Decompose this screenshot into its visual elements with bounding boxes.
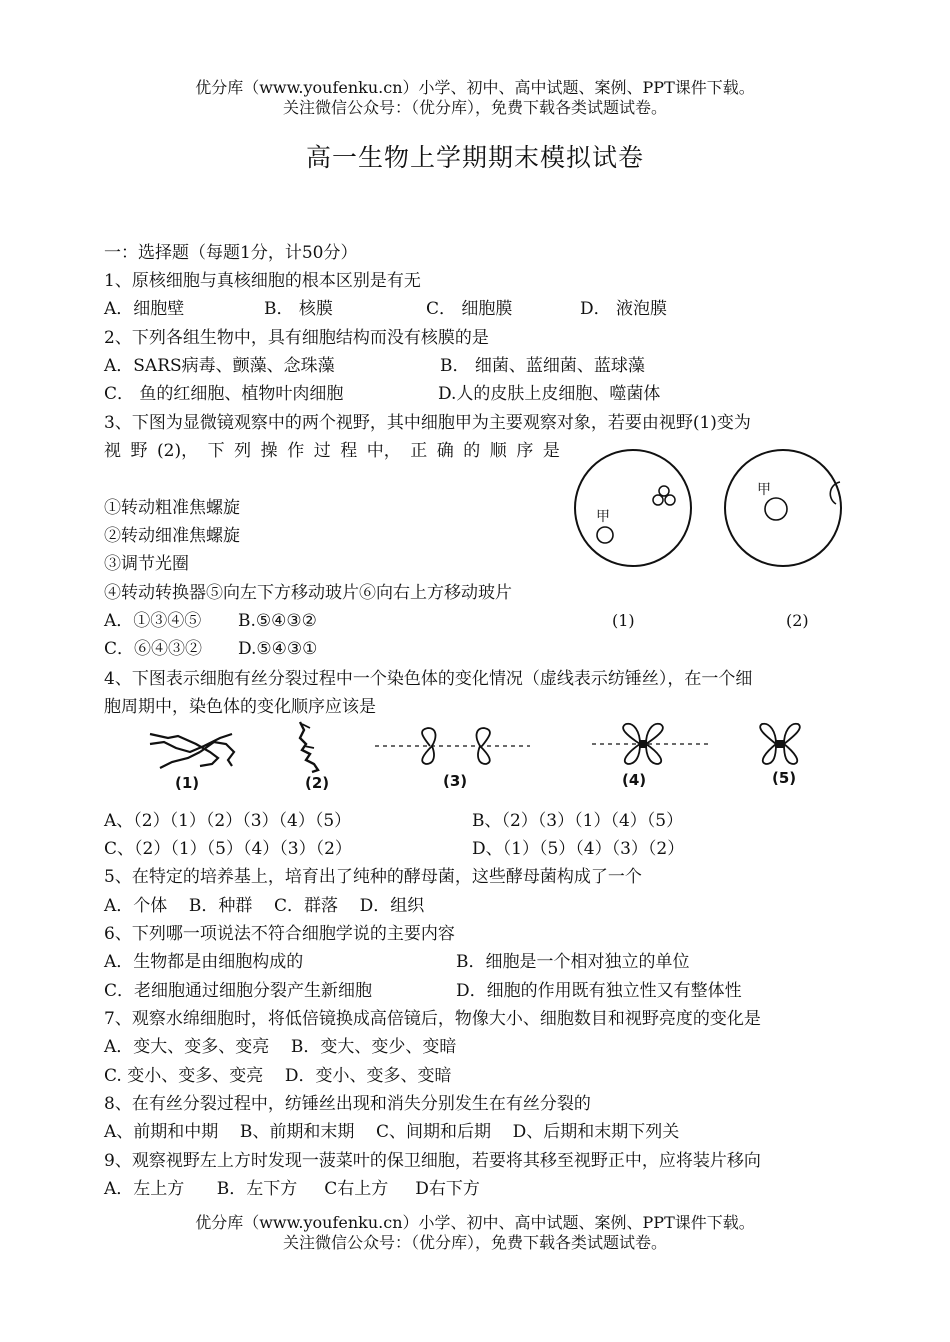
q5-options: A．个体 B．种群 C．群落 D．组织	[104, 896, 425, 916]
q3-option-c: C．⑥④③②	[104, 639, 203, 659]
q3-stem-char: 下	[207, 441, 225, 461]
q9-stem: 9、观察视野左上方时发现一菠菜叶的保卫细胞，若要将其移至视野正中，应将装片移向	[104, 1151, 761, 1171]
q3-stem-char: 程	[340, 441, 358, 461]
q1-option-d: D． 液泡膜	[580, 299, 668, 319]
q1-option-c: C． 细胞膜	[426, 299, 513, 319]
q2-stem: 2、下列各组生物中，具有细胞结构而没有核膜的是	[104, 328, 489, 348]
field-2-label: (2)	[786, 611, 809, 630]
header-line-1: 优分库（www.youfenku.cn）小学、初中、高中试题、案例、PPT课件下载。	[195, 78, 755, 97]
q3-stem-char: 中，	[366, 441, 401, 461]
section-heading: 一：选择题（每题1分，计50分）	[104, 243, 358, 263]
q5-stem: 5、在特定的培养基上，培育出了纯种的酵母菌，这些酵母菌构成了一个	[104, 867, 642, 887]
q4-option-a: A、（2）（1）（2）（3）（4）（5）	[104, 811, 352, 831]
q3-stem-char: 确	[436, 441, 454, 461]
q3-stem-char: 顺	[489, 441, 507, 461]
chromosome-label-1: (1)	[175, 774, 200, 792]
q3-stem-char: 作	[287, 441, 305, 461]
q3-stem-char: 序	[516, 441, 534, 461]
q1-option-a: A．细胞壁	[104, 299, 185, 319]
q8-options: A、前期和中期 B、前期和末期 C、间期和后期 D、后期和末期下列关	[104, 1122, 680, 1142]
q3-stem-char: 视	[104, 441, 121, 461]
page-title: 高一生物上学期期末模拟试卷	[305, 143, 644, 172]
q6-option-a: A．生物都是由细胞构成的	[104, 952, 304, 972]
q3-stem-char: 过	[313, 441, 331, 461]
centromere-4	[639, 740, 647, 748]
q3-stem-char: 操	[260, 441, 278, 461]
chromosome-label-3: (3)	[443, 772, 468, 790]
q3-step-3: ③调节光圈	[104, 554, 189, 574]
q3-stem-char: 野	[130, 441, 148, 461]
q4-stem-line1: 4、下图表示细胞有丝分裂过程中一个染色体的变化情况（虚线表示纺锤丝），在一个细	[104, 669, 753, 689]
q2-option-c: C． 鱼的红细胞、植物叶肉细胞	[104, 384, 344, 404]
q1-option-b: B． 核膜	[264, 299, 333, 319]
q6-option-d: D．细胞的作用既有独立性又有整体性	[456, 981, 742, 1001]
chromosome-label-2: (2)	[305, 774, 330, 792]
q4-stem-line2: 胞周期中，染色体的变化顺序应该是	[104, 697, 376, 717]
q4-option-c: C、（2）（1）（5）（4）（3）（2）	[104, 839, 352, 859]
centromere-5	[776, 740, 784, 748]
q3-stem-char: 的	[463, 441, 481, 461]
q2-option-d: D.人的皮肤上皮细胞、噬菌体	[438, 384, 661, 404]
q3-stem-line1: 3、下图为显微镜观察中的两个视野，其中细胞甲为主要观察对象，若要由视野(1)变为	[104, 413, 751, 433]
q7-options-ab: A．变大、变多、变亮 B．变大、变少、变暗	[104, 1037, 457, 1057]
q8-stem: 8、在有丝分裂过程中，纺锤丝出现和消失分别发生在有丝分裂的	[104, 1094, 591, 1114]
q3-option-d: D.⑤④③①	[238, 639, 318, 659]
chromosome-1	[150, 734, 234, 768]
q3-stem-char: 列	[234, 441, 252, 461]
chromosome-label-5: (5)	[772, 769, 797, 787]
footer-line-2: 关注微信公众号：（优分库），免费下载各类试题试卷。	[282, 1233, 667, 1252]
q4-option-d: D、（1）（5）（4）（3）（2）	[472, 839, 685, 859]
header-line-2: 关注微信公众号：（优分库），免费下载各类试题试卷。	[282, 98, 667, 117]
q3-stem-char: (2)，	[157, 441, 199, 461]
q6-option-b: B．细胞是一个相对独立的单位	[456, 952, 690, 972]
q2-option-a: A．SARS病毒、颤藻、念珠藻	[104, 356, 335, 376]
q3-step-1: ①转动粗准焦螺旋	[104, 498, 240, 518]
chromosome-label-4: (4)	[622, 771, 647, 789]
footer-line-1: 优分库（www.youfenku.cn）小学、初中、高中试题、案例、PPT课件下载。	[195, 1213, 755, 1232]
q7-stem: 7、观察水绵细胞时，将低倍镜换成高倍镜后，物像大小、细胞数目和视野亮度的变化是	[104, 1009, 761, 1029]
q3-stem-char: 是	[542, 441, 560, 461]
cell-label-jia-1: 甲	[596, 509, 610, 525]
q3-stem-char: 正	[410, 441, 428, 461]
q3-step-2: ②转动细准焦螺旋	[104, 526, 240, 546]
q3-option-b: B.⑤④③②	[238, 611, 317, 631]
q6-stem: 6、下列哪一项说法不符合细胞学说的主要内容	[104, 924, 455, 944]
q3-option-a: A．①③④⑤	[104, 611, 202, 631]
q3-step-4: ④转动转换器⑤向左下方移动玻片⑥向右上方移动玻片	[104, 583, 512, 603]
cell-label-jia-2: 甲	[757, 482, 771, 498]
q9-options: A．左上方 B．左下方 C右上方 D右下方	[104, 1179, 480, 1199]
q6-option-c: C．老细胞通过细胞分裂产生新细胞	[104, 981, 373, 1001]
q1-stem: 1、原核细胞与真核细胞的根本区别是有无	[104, 271, 421, 291]
field-1-label: (1)	[612, 611, 635, 630]
q2-option-b: B． 细菌、蓝细菌、蓝球藻	[440, 356, 645, 376]
q4-option-b: B、（2）（3）（1）（4）（5）	[472, 811, 684, 831]
q7-options-cd: C. 变小、变多、变亮 D．变小、变多、变暗	[104, 1066, 452, 1086]
